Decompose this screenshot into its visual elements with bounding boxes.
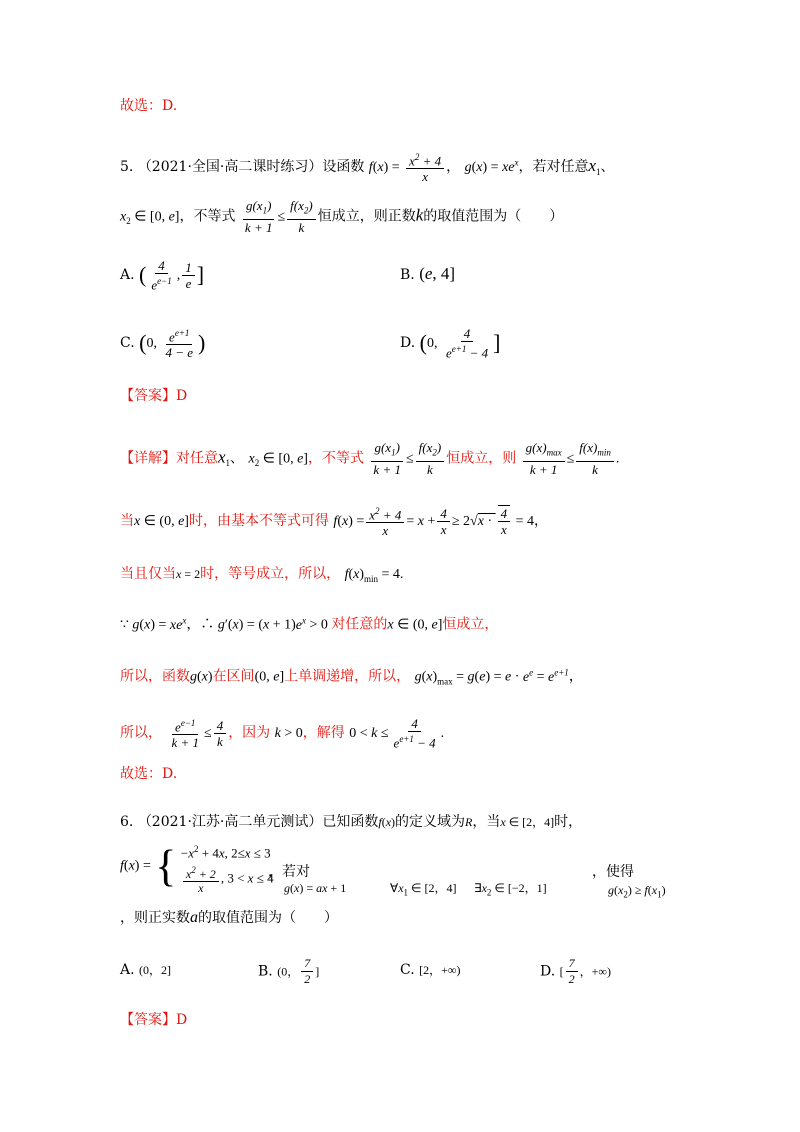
q6-g-def: g(x) = ax + 1 [284,881,347,895]
q6-source: （2021·江苏·高二单元测试） [137,814,323,830]
q5-number: 5. [120,159,134,176]
q5-answer: 【答案】D [120,388,188,404]
q5-detail-line4: ∵ $g(x) = xe^x$，∴ $g'(x) = (x + 1)e^x > 0$ 对任意的x ∈ (0, e]恒成立， [120,615,499,633]
q5-ineq-left: $\frac{g(x_1)}{k + 1}$ [244,198,273,235]
q5-f-formula: $\frac{x^2 + 4}{x}$ [406,150,444,184]
q6-answer: 【答案】D [120,1012,188,1028]
q6-condition: $g(x_2) \ge f(x_1)$ [608,883,666,900]
q5-option-a[interactable]: A. ( $\frac{4}{e^{e-1}}$ , $\frac{1}{e}$ ] [120,258,205,293]
q5-detail-line2: 当x ∈ (0, e]时，由基本不等式可得 f(x) = $\frac{x^2 + 4}{x}$ = x + $\frac{4}{x}$ ≥ 2√x · $\frac{4}{x}$ = 4， [120,505,549,539]
q6-option-b[interactable]: B. (0， $\frac{7}{2}$ ] [258,956,320,986]
q6-option-a[interactable]: A. (0，2] [120,962,172,978]
q6-stem-f-wrap: ，使得 [592,864,634,880]
q5-option-c[interactable]: C. (0, $\frac{e^{e+1}}{4 - e}$ ) [120,328,206,361]
q6-stem-e-wrap: ，若对 [268,864,310,880]
q5-option-b[interactable]: B. (e, 4] [400,264,456,283]
q5-ineq-right: $\frac{f(x_2)}{k}$ [287,198,316,235]
q6-exists: $\exists x_2$ ∈ [−2，1] [474,881,547,898]
q6-forall: $\forall x_1$ ∈ [2，4] [390,881,457,898]
q5-source: （2021·全国·高二课时练习） [137,159,323,176]
q5-stem-line2: $x_2$ ∈ [0, e]，不等式 $\frac{g(x_1)}{k + 1}$ ≤ $\frac{f(x_2)}{k}$ 恒成立，则正数k的取值范围为（ ） [120,198,564,235]
q5-option-d[interactable]: D. (0, $\frac{4}{e^{e+1} - 4}$ ] [400,326,501,361]
top-conclusion: 故选：D. [120,98,178,114]
q6-option-d[interactable]: D. [ $\frac{7}{2}$ ，+∞) [540,956,611,986]
q5-detail-line3: 当且仅当x = 2时，等号成立，所以， $f(x)_{min} = 4$. [120,566,404,584]
q5-conclusion: 故选：D. [120,766,178,782]
q5-stem-line1: 5. （2021·全国·高二课时练习）设函数 f(x) = $\frac{x^2 + 4}{x}$ ， $g(x) = xe^x$，若对任意$x_1$、 [120,152,615,185]
q5-detail-line5: 所以，函数g(x)在区间(0, e]上单调递增，所以， $g(x)_{max} = g(e) = e \cdot e^e = e^{e+1}$， [120,667,583,687]
q6-piecewise: f(x) = { $-x^2 + 4x$, 2≤x ≤ 3 $\frac{x^2 + 2}{x}$ , 3 < x ≤ 4 [120,841,274,896]
q6-stem-line3: ，则正实数a的取值范围为（ ） [120,909,338,926]
q6-option-c[interactable]: C. [2，+∞) [400,962,461,978]
q5-detail-line6: 所以， $\frac{e^{e-1}}{k + 1}$ ≤ $\frac{4}{k}$ ，因为 k > 0，解得 0 < k ≤ $\frac{4}{e^{e+1} - 4}$ . [120,716,445,751]
q6-number: 6. [120,814,134,830]
q5-detail-line1: 【详解】对任意$x_1$、 $x_2$ ∈ [0, e]，不等式 $\frac{g(x_1)}{k + 1}$ ≤ $\frac{f(x_2)}{k}$ 恒成立，则 $g(x)_{max}$ k + 1 ≤ $f(x)_{min}$ k . [120,440,620,477]
q6-stem-line1: 6. （2021·江苏·高二单元测试）已知函数f(x)的定义域为R，当x ∈ [2，4]时， [120,814,583,830]
